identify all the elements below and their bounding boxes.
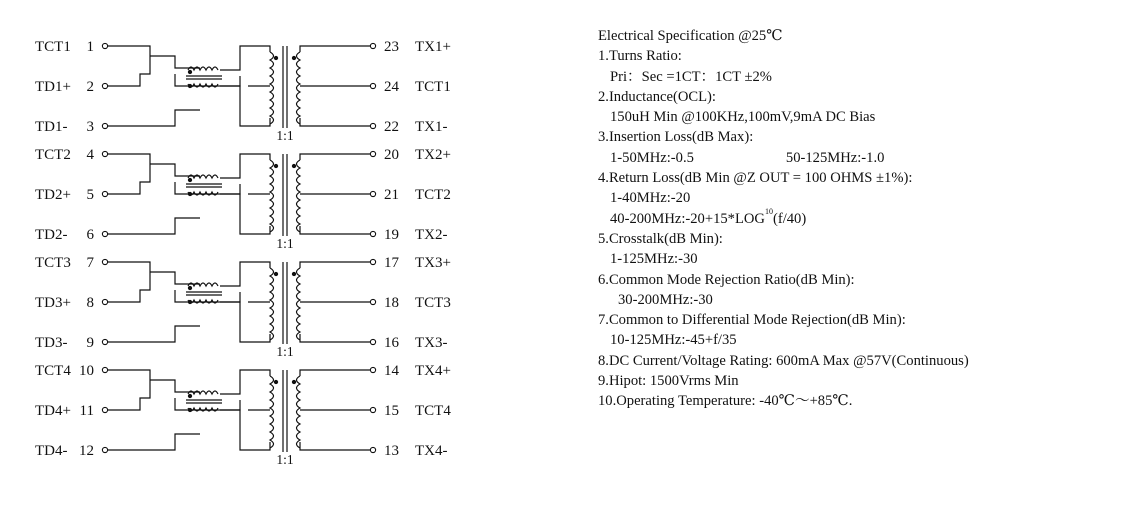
operating-temperature: 10.Operating Temperature: -40℃～+85℃.	[598, 393, 853, 410]
polarity-dot	[188, 394, 191, 397]
pin-terminal-left	[102, 339, 107, 344]
polarity-dot	[292, 272, 295, 275]
polarity-dot	[188, 84, 191, 87]
pin-terminal-right	[370, 231, 375, 236]
dc-rating: 8.DC Current/Voltage Rating: 600mA Max @57V(Continuous)	[598, 352, 969, 369]
pin-terminal-right	[370, 151, 375, 156]
pin-number-right: 13	[384, 443, 399, 459]
polarity-dot	[274, 56, 277, 59]
inductance-value: 150uH Min @100KHz,100mV,9mA DC Bias	[610, 109, 876, 126]
pin-name-left: TD3+	[35, 295, 71, 311]
pin-number-right: 15	[384, 403, 399, 419]
wire-left	[108, 218, 200, 234]
wire-left	[220, 370, 270, 394]
pin-terminal-right	[370, 191, 375, 196]
pin-terminal-right	[370, 123, 375, 128]
polarity-dot	[188, 286, 191, 289]
turns-ratio-label: 1:1	[276, 236, 294, 251]
polarity-dot	[274, 164, 277, 167]
wire-left	[108, 434, 200, 450]
turns-ratio-value: Pri：Sec =1CT：1CT ±2%	[610, 68, 772, 85]
crosstalk-label: 5.Crosstalk(dB Min):	[598, 230, 723, 247]
return-loss-formula: 40-200MHz:-20+15*LOG	[610, 210, 765, 227]
pin-terminal-left	[102, 151, 107, 156]
pin-number-left: 1	[86, 39, 94, 55]
transformer-primary	[270, 268, 274, 340]
transformer-secondary	[297, 52, 301, 124]
pin-terminal-left	[102, 43, 107, 48]
inductance-label: 2.Inductance(OCL):	[598, 88, 716, 105]
pin-number-left: 7	[86, 255, 94, 271]
pin-number-left: 12	[79, 443, 94, 459]
pin-name-left: TD2-	[35, 227, 68, 243]
pin-terminal-left	[102, 299, 107, 304]
pin-number-right: 14	[384, 363, 399, 379]
wire-left	[150, 164, 200, 176]
pin-number-right: 20	[384, 147, 399, 163]
polarity-dot	[274, 380, 277, 383]
wire-left	[220, 46, 270, 70]
pin-number-left: 8	[86, 295, 94, 311]
cmrr-label: 6.Common Mode Rejection Ratio(dB Min):	[598, 271, 855, 288]
pin-terminal-right	[370, 83, 375, 88]
pin-number-left: 9	[86, 335, 94, 351]
turns-ratio-label: 1:1	[276, 344, 294, 359]
pin-number-right: 21	[384, 187, 399, 203]
pin-number-right: 23	[384, 39, 399, 55]
pin-name-right: TX3-	[415, 335, 448, 351]
spec-title: Electrical Specification @25℃	[598, 28, 783, 44]
wire-left	[108, 262, 150, 302]
return-loss-high	[598, 206, 1138, 229]
wire-left	[150, 56, 200, 68]
choke-coil	[188, 175, 218, 178]
return-loss-formula-end: (f/40)	[772, 210, 807, 227]
cdmr-label: 7.Common to Differential Mode Rejection(dB Min):	[598, 312, 906, 329]
pin-name-left: TD4+	[35, 403, 71, 419]
pin-number-right: 16	[384, 335, 399, 351]
pin-number-left: 3	[86, 119, 94, 135]
log-base: 10	[764, 206, 773, 216]
turns-ratio-label: 1:1	[276, 452, 294, 467]
pin-number-left: 5	[86, 187, 94, 203]
pin-number-right: 22	[384, 119, 399, 135]
wire-right	[300, 262, 370, 268]
pin-terminal-left	[102, 407, 107, 412]
pin-name-left: TD3-	[35, 335, 68, 351]
crosstalk-value: 1-125MHz:-30	[610, 251, 698, 268]
pin-name-left: TD4-	[35, 443, 68, 459]
pin-terminal-right	[370, 447, 375, 452]
pin-name-right: TX1+	[415, 39, 451, 55]
wire-right	[300, 154, 370, 160]
wire-left	[150, 272, 200, 284]
pin-number-left: 6	[86, 227, 94, 243]
choke-coil	[188, 391, 218, 394]
polarity-dot	[188, 300, 191, 303]
pin-name-right: TX3+	[415, 255, 451, 271]
wire-left	[220, 194, 270, 234]
pin-name-right: TCT4	[415, 403, 451, 419]
turns-ratio-label: 1:1	[276, 128, 294, 143]
wire-left	[220, 302, 270, 342]
cmrr-value: 30-200MHz:-30	[618, 291, 713, 308]
insertion-loss-high: 50-125MHz:-1.0	[785, 149, 885, 166]
insertion-loss-label: 3.Insertion Loss(dB Max):	[598, 129, 754, 146]
pin-name-left: TCT2	[35, 147, 71, 163]
pin-number-right: 18	[384, 295, 399, 311]
wire-left	[220, 86, 270, 126]
wire-right	[300, 118, 370, 126]
transformer-secondary	[297, 160, 301, 232]
pin-name-right: TX2+	[415, 147, 451, 163]
hipot: 9.Hipot: 1500Vrms Min	[598, 373, 739, 390]
pin-terminal-right	[370, 259, 375, 264]
wire-left	[220, 262, 270, 286]
wire-left	[220, 410, 270, 450]
polarity-dot	[188, 70, 191, 73]
electrical-specification	[598, 26, 1138, 412]
pin-name-left: TD1-	[35, 119, 68, 135]
polarity-dot	[292, 380, 295, 383]
pin-terminal-right	[370, 339, 375, 344]
pin-name-left: TCT4	[35, 363, 71, 379]
pin-name-left: TD2+	[35, 187, 71, 203]
pin-terminal-right	[370, 43, 375, 48]
pin-terminal-right	[370, 299, 375, 304]
insertion-loss-values	[598, 148, 1138, 168]
wire-left	[108, 326, 200, 342]
pin-name-right: TCT1	[415, 79, 451, 95]
transformer-secondary	[297, 268, 301, 340]
wire-left	[108, 154, 150, 194]
pin-name-right: TCT2	[415, 187, 451, 203]
pin-terminal-left	[102, 447, 107, 452]
polarity-dot	[292, 164, 295, 167]
wire-left	[150, 380, 200, 392]
polarity-dot	[292, 56, 295, 59]
pin-terminal-left	[102, 259, 107, 264]
choke-coil	[188, 67, 218, 70]
wire-left	[108, 370, 150, 410]
pin-name-left: TCT1	[35, 39, 71, 55]
pin-name-right: TX2-	[415, 227, 448, 243]
wire-left	[220, 154, 270, 178]
pin-name-right: TX1-	[415, 119, 448, 135]
pin-name-left: TCT3	[35, 255, 71, 271]
pin-number-left: 10	[79, 363, 94, 379]
polarity-dot	[188, 192, 191, 195]
pin-name-right: TX4+	[415, 363, 451, 379]
polarity-dot	[274, 272, 277, 275]
pin-number-right: 24	[384, 79, 399, 95]
pin-terminal-left	[102, 231, 107, 236]
pin-number-right: 19	[384, 227, 399, 243]
cdmr-value: 10-125MHz:-45+f/35	[610, 332, 737, 349]
wire-right	[300, 46, 370, 52]
pin-number-left: 11	[79, 403, 94, 419]
pin-terminal-right	[370, 407, 375, 412]
pin-number-left: 2	[86, 79, 94, 95]
transformer-primary	[270, 160, 274, 232]
choke-coil	[188, 283, 218, 286]
polarity-dot	[188, 408, 191, 411]
pin-terminal-left	[102, 191, 107, 196]
transformer-secondary	[297, 376, 301, 448]
insertion-loss-low: 1-50MHz:-0.5	[610, 149, 694, 166]
turns-ratio-label: 1.Turns Ratio:	[598, 48, 682, 65]
return-loss-low: 1-40MHz:-20	[610, 190, 691, 207]
transformer-primary	[270, 52, 274, 124]
pin-name-right: TCT3	[415, 295, 451, 311]
polarity-dot	[188, 178, 191, 181]
wire-left	[108, 110, 200, 126]
pin-number-right: 17	[384, 255, 399, 271]
pin-number-left: 4	[86, 147, 94, 163]
pin-terminal-left	[102, 123, 107, 128]
pin-name-right: TX4-	[415, 443, 448, 459]
wire-right	[300, 226, 370, 234]
return-loss-label: 4.Return Loss(dB Min @Z OUT = 100 OHMS ±1%):	[598, 170, 913, 187]
transformer-primary	[270, 376, 274, 448]
wire-right	[300, 442, 370, 450]
pin-terminal-left	[102, 367, 107, 372]
pin-name-left: TD1+	[35, 79, 71, 95]
pin-terminal-left	[102, 83, 107, 88]
wire-right	[300, 370, 370, 376]
pin-terminal-right	[370, 367, 375, 372]
wire-right	[300, 334, 370, 342]
wire-left	[108, 46, 150, 86]
